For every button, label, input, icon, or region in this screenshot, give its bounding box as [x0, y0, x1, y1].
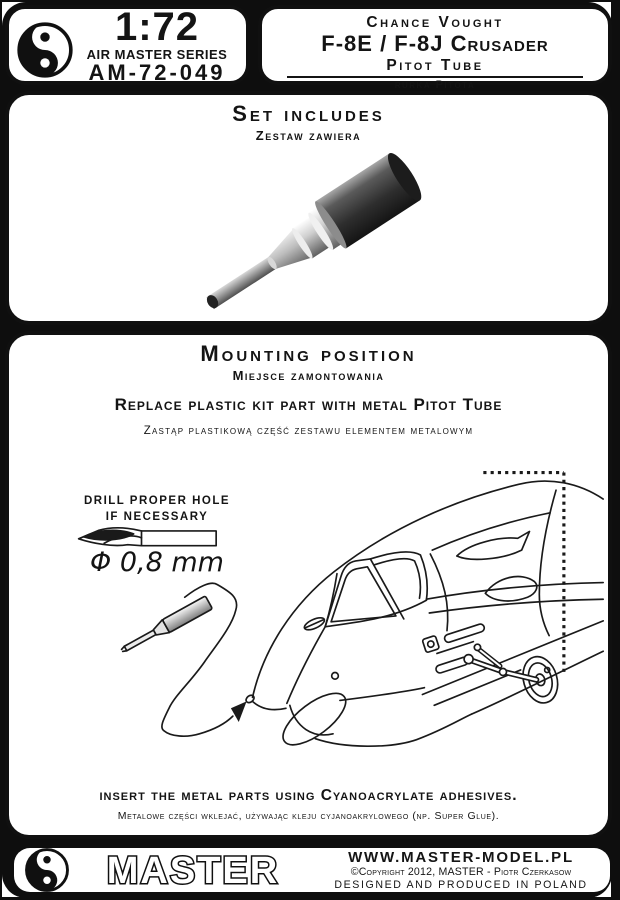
adhesive-instruction: insert the metal parts using Cyanoacrylate adhesives. — [99, 787, 518, 804]
instruction-sheet — [2, 2, 612, 898]
set-includes-title: Set includes — [232, 101, 385, 126]
drill-bit-drawing — [79, 528, 217, 546]
master-drill-swirl-logo-icon — [24, 847, 70, 893]
drill-note-line1: DRILL PROPER HOLE — [83, 495, 231, 507]
footer-text-block — [314, 849, 608, 892]
adhesive-instruction-polish: Metalowe części wklejać, używając kleju cyjanoakrylowego (np. Super Glue). — [117, 810, 500, 822]
header-title-box — [258, 5, 612, 91]
pitot-tube-part-render — [157, 149, 467, 324]
series-label: AIR MASTER SERIES — [86, 46, 228, 62]
drill-diameter-label: Φ 0,8 mm — [90, 547, 224, 578]
scale-label: 1:72 — [114, 4, 200, 49]
replace-instruction-polish: Zastąp plastikową część zestawu elementem metalowym — [143, 425, 474, 437]
aircraft-name: F-8E / F-8J Crusader — [321, 31, 549, 56]
product-name-polish: rurka Pitota — [394, 79, 476, 91]
mounting-position-section — [5, 331, 612, 839]
master-wordmark — [78, 852, 308, 890]
master-brand-text: MASTER — [106, 852, 280, 890]
website-url: WWW.MASTER-MODEL.PL — [348, 849, 574, 866]
set-includes-section — [5, 91, 612, 325]
nose-landing-gear — [464, 644, 563, 707]
master-drill-swirl-logo-icon — [16, 21, 74, 79]
metal-pitot-part — [119, 596, 213, 657]
replace-instruction: Replace plastic kit part with metal Pitot Tube — [114, 395, 503, 414]
mounting-title: Mounting position — [200, 341, 417, 366]
manufacturer-name: Chance Vought — [366, 14, 504, 31]
title-divider — [287, 76, 583, 78]
product-code: AM-72-049 — [88, 59, 226, 85]
intake-lip — [275, 684, 354, 754]
header-series-box — [5, 5, 250, 85]
set-includes-subtitle: Zestaw zawiera — [255, 128, 362, 143]
origin-line: DESIGNED AND PRODUCED IN POLAND — [334, 879, 588, 891]
product-name: Pitot Tube — [386, 57, 484, 74]
mounting-subtitle: Miejsce zamontowania — [232, 368, 385, 383]
copyright-line: ©Copyright 2012, MASTER - Piotr Czerkasow — [350, 866, 572, 878]
drill-note-line2: IF NECESSARY — [105, 511, 209, 523]
series-text-column — [74, 4, 246, 85]
scan-edge-right — [611, 0, 620, 900]
